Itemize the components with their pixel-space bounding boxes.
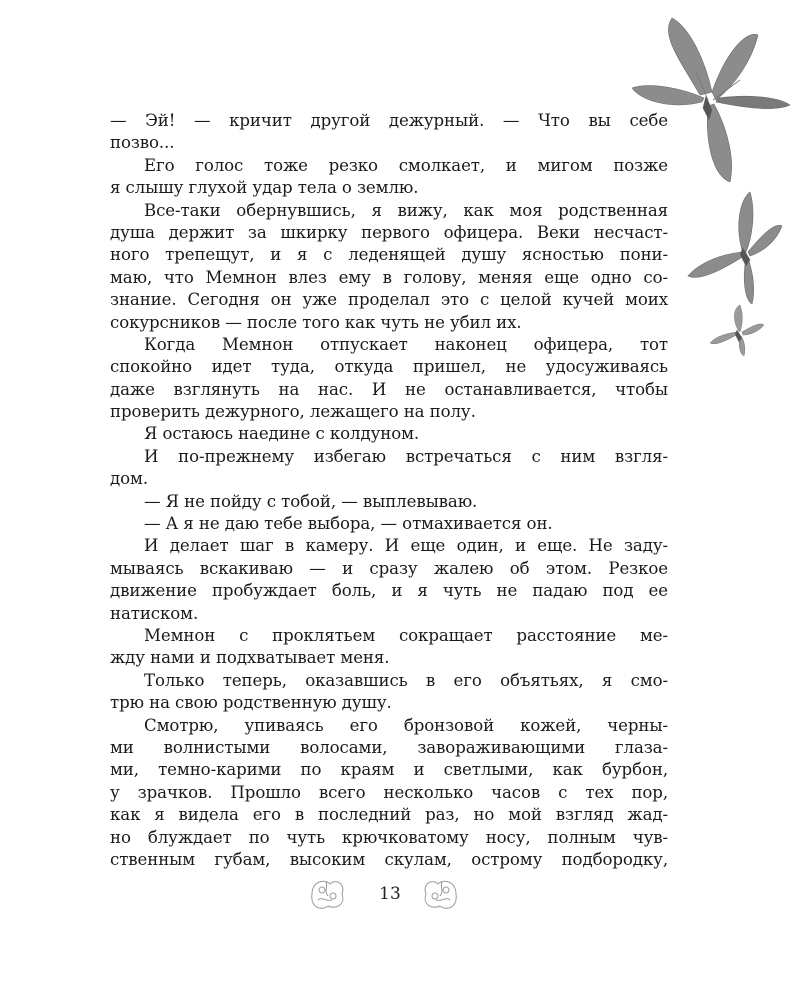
text-line: сокурсников — после того как чуть не убил их.	[110, 312, 522, 332]
text-line: я слышу глухой удар тела о землю.	[110, 178, 419, 198]
text-line: но блуждает по чуть крючковатому носу, полным чув-	[110, 827, 668, 847]
text-line: ми, темно-карими по краям и светлыми, как бурбон,	[110, 760, 668, 780]
dragonfly-medium-icon	[688, 192, 782, 304]
text-line: — А я не даю тебе выбора, — отмахивается он.	[144, 514, 553, 534]
text-line: позво...	[110, 133, 175, 153]
text-line: мываясь вскакиваю — и сразу жалею об этом. Резкое	[110, 558, 668, 578]
text-line: движение пробуждает боль, и я чуть не падаю под ее	[110, 581, 668, 601]
text-line: Я остаюсь наедине с колдуном.	[144, 424, 420, 444]
body-text	[110, 110, 668, 871]
text-line: жду нами и подхватывает меня.	[110, 648, 390, 668]
ornament-right-icon	[418, 874, 462, 914]
text-line: ного трепещут, и я с леденящей душу ясностью пони-	[110, 245, 668, 265]
text-line: Его голос тоже резко смолкает, и мигом позже	[144, 155, 668, 175]
text-line: Все-таки обернувшись, я вижу, как моя родственная	[144, 200, 668, 220]
text-line: Мемнон с проклятьем сокращает расстояние ме-	[144, 625, 668, 645]
text-line: И по-прежнему избегаю встречаться с ним взгля-	[144, 446, 668, 466]
text-line: как я видела его в последний раз, но мой взгляд жад-	[110, 805, 668, 825]
text-line: Смотрю, упиваясь его бронзовой кожей, черны-	[144, 715, 668, 735]
page-footer	[0, 872, 800, 916]
text-line: ми волнистыми волосами, завораживающими глаза-	[110, 737, 668, 757]
text-line: дом.	[110, 469, 148, 489]
text-line: натиском.	[110, 603, 199, 623]
text-line: маю, что Мемнон влез ему в голову, меняя еще одно со-	[110, 267, 668, 287]
text-line: ственным губам, высоким скулам, острому подбородку,	[110, 849, 668, 869]
page-number: 13	[379, 884, 401, 904]
text-line: у зрачков. Прошло всего несколько часов с тех пор,	[110, 782, 668, 802]
text-line: И делает шаг в камеру. И еще один, и еще. Не заду-	[144, 536, 668, 556]
text-line: Только теперь, оказавшись в его объятьях, я смо-	[144, 670, 668, 690]
text-line: трю на свою родственную душу.	[110, 693, 392, 713]
text-line: спокойно идет туда, откуда пришел, не удосуживаясь	[110, 357, 668, 377]
text-line: душа держит за шкирку первого офицера. Веки несчаст-	[110, 222, 668, 242]
ornament-left-icon	[306, 874, 350, 914]
text-line: проверить дежурного, лежащего на полу.	[110, 402, 476, 422]
text-line: — Я не пойду с тобой, — выплевываю.	[144, 491, 478, 511]
text-line: — Эй! — кричит другой дежурный. — Что вы себе	[110, 111, 668, 130]
dragonfly-small-icon	[710, 305, 764, 356]
text-line: Когда Мемнон отпускает наконец офицера, тот	[144, 334, 668, 354]
text-line: знание. Сегодня он уже проделал это с целой кучей моих	[110, 290, 668, 310]
text-line: даже взглянуть на нас. И не останавливается, чтобы	[110, 379, 668, 399]
